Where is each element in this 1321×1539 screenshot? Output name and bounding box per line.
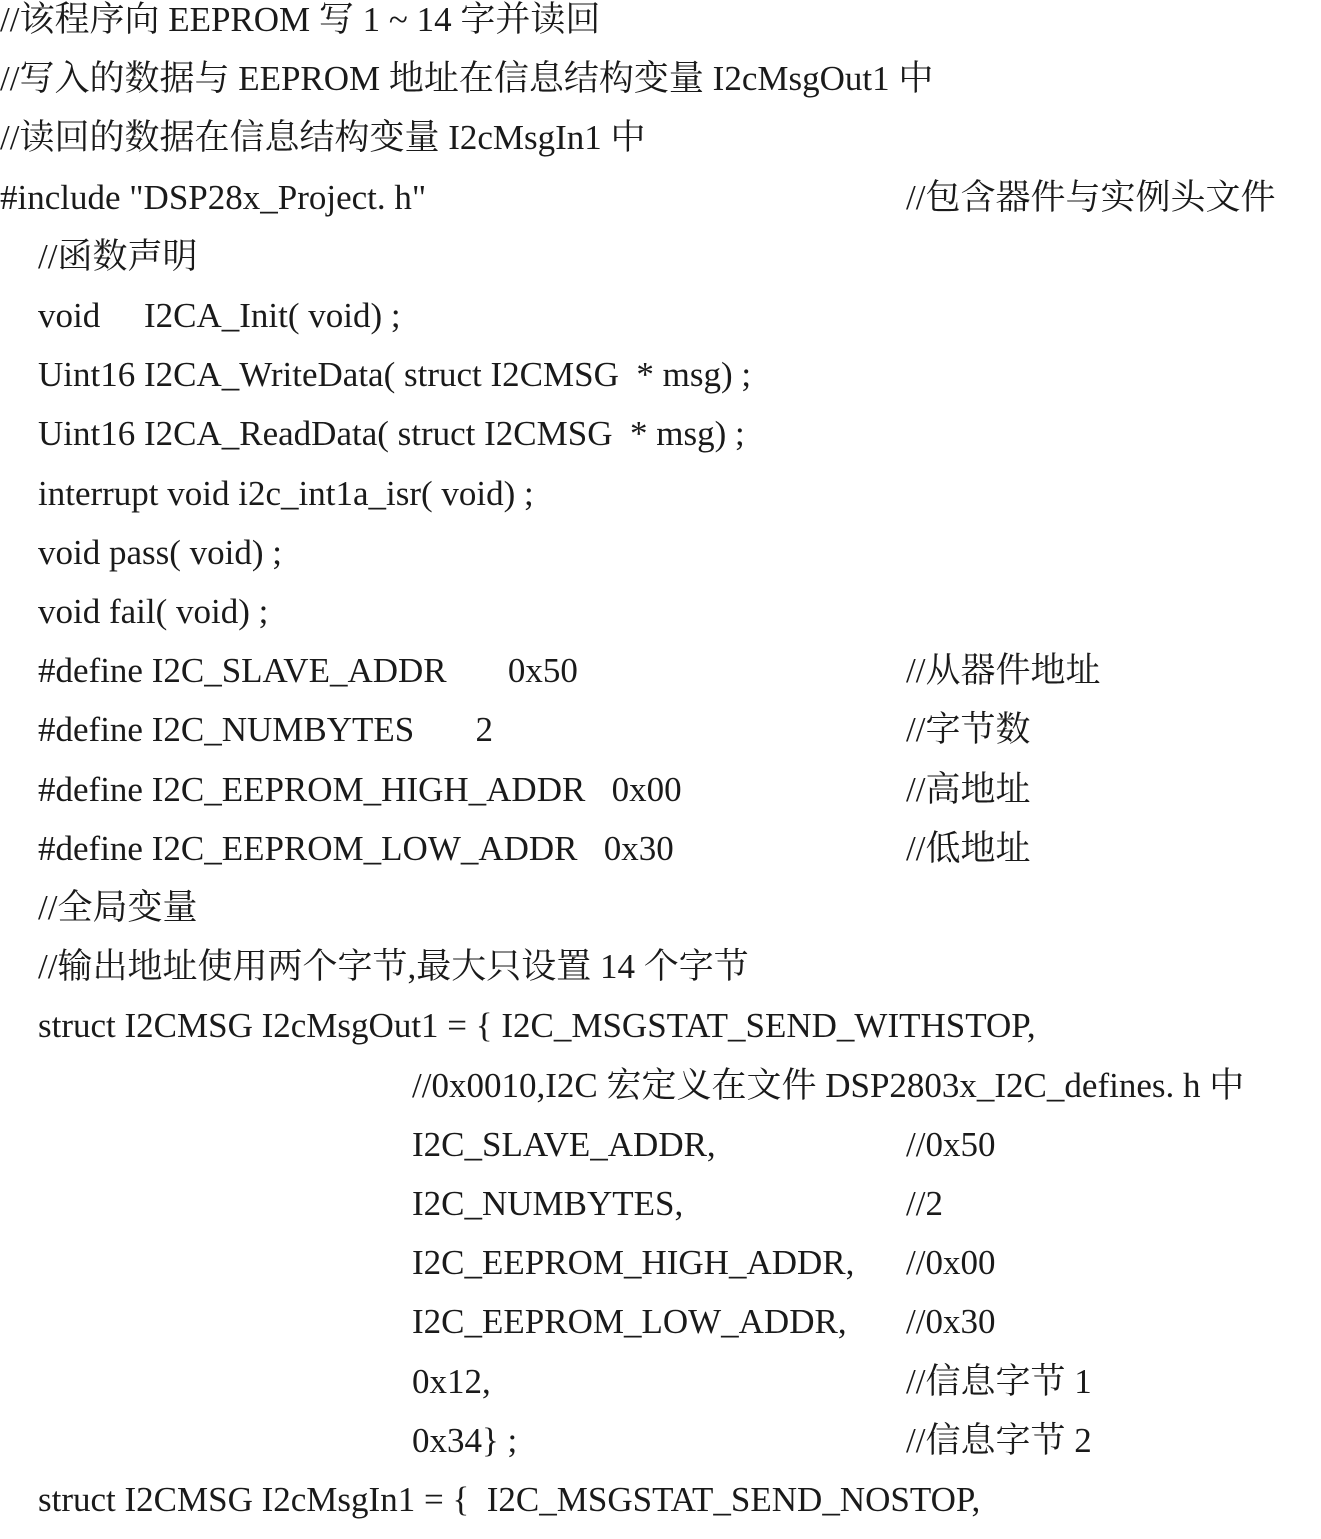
- code-text: struct I2CMSG I2cMsgIn1 = { I2C_MSGSTAT_SEND_NOSTOP,: [38, 1480, 981, 1519]
- code-text: void fail( void) ;: [38, 592, 269, 631]
- code-line: [0, 1006, 1321, 1065]
- code-text: I2C_SLAVE_ADDR,: [412, 1124, 716, 1164]
- code-line: [0, 533, 1321, 592]
- code-line: [0, 770, 1321, 829]
- code-text: //写入的数据与 EEPROM 地址在信息结构变量 I2cMsgOut1 中: [0, 59, 934, 99]
- code-comment: //低地址: [906, 828, 1031, 868]
- code-text: 0x34} ;: [412, 1420, 518, 1460]
- code-text: I2C_NUMBYTES,: [412, 1184, 684, 1223]
- code-line: [0, 59, 1321, 118]
- code-text: #define I2C_EEPROM_LOW_ADDR 0x30: [38, 828, 674, 868]
- code-comment: //信息字节 2: [906, 1420, 1092, 1460]
- code-text: #include "DSP28x_Project. h": [0, 177, 427, 217]
- code-text: #define I2C_EEPROM_HIGH_ADDR 0x00: [38, 769, 682, 809]
- code-line: [0, 1362, 1321, 1421]
- code-comment: //包含器件与实例头文件: [906, 177, 1276, 217]
- code-comment: //0x00: [906, 1243, 996, 1283]
- code-text: I2C_EEPROM_HIGH_ADDR,: [412, 1243, 855, 1283]
- code-line: [0, 474, 1321, 533]
- code-comment: //信息字节 1: [906, 1361, 1092, 1401]
- code-line: [0, 1125, 1321, 1184]
- code-text: //输出地址使用两个字节,最大只设置 14 个字节: [38, 947, 749, 987]
- code-comment: //字节数: [906, 710, 1031, 750]
- code-text: struct I2CMSG I2cMsgOut1 = { I2C_MSGSTAT_SEND_WITHSTOP,: [38, 1006, 1036, 1046]
- code-text: 0x12,: [412, 1361, 491, 1401]
- code-line: [0, 1066, 1321, 1125]
- code-line: [0, 0, 1321, 59]
- code-text: //读回的数据在信息结构变量 I2cMsgIn1 中: [0, 118, 646, 158]
- code-text: #define I2C_SLAVE_ADDR 0x50: [38, 651, 578, 691]
- code-line: [0, 178, 1321, 237]
- code-text: //0x0010,I2C 宏定义在文件 DSP2803x_I2C_defines. h 中: [412, 1065, 1245, 1105]
- code-line: [0, 1243, 1321, 1302]
- code-line: [0, 414, 1321, 473]
- code-line: [0, 118, 1321, 177]
- code-line: [0, 237, 1321, 296]
- code-line: [0, 1480, 1321, 1539]
- code-text: void pass( void) ;: [38, 532, 283, 572]
- code-line: [0, 947, 1321, 1006]
- code-line: [0, 829, 1321, 888]
- code-text: void I2CA_Init( void) ;: [38, 296, 401, 335]
- code-text: //全局变量: [38, 888, 198, 927]
- code-line: [0, 651, 1321, 710]
- code-text: Uint16 I2CA_WriteData( struct I2CMSG * msg) ;: [38, 355, 752, 395]
- code-line: [0, 592, 1321, 651]
- code-line: [0, 888, 1321, 947]
- code-text: #define I2C_NUMBYTES 2: [38, 710, 493, 750]
- code-line: [0, 1302, 1321, 1361]
- code-comment: //从器件地址: [906, 651, 1101, 691]
- code-line: [0, 710, 1321, 769]
- code-comment: //2: [906, 1184, 943, 1223]
- code-line: [0, 296, 1321, 355]
- code-text: interrupt void i2c_int1a_isr( void) ;: [38, 473, 534, 513]
- code-line: [0, 1184, 1321, 1243]
- code-text: I2C_EEPROM_LOW_ADDR,: [412, 1302, 847, 1342]
- code-line: [0, 355, 1321, 414]
- code-text: //该程序向 EEPROM 写 1 ~ 14 字并读回: [0, 0, 601, 39]
- code-comment: //0x30: [906, 1302, 996, 1342]
- code-comment: //高地址: [906, 769, 1031, 809]
- code-line: [0, 1421, 1321, 1480]
- code-text: Uint16 I2CA_ReadData( struct I2CMSG * msg) ;: [38, 414, 745, 454]
- code-text: //函数声明: [38, 236, 198, 276]
- code-comment: //0x50: [906, 1124, 996, 1164]
